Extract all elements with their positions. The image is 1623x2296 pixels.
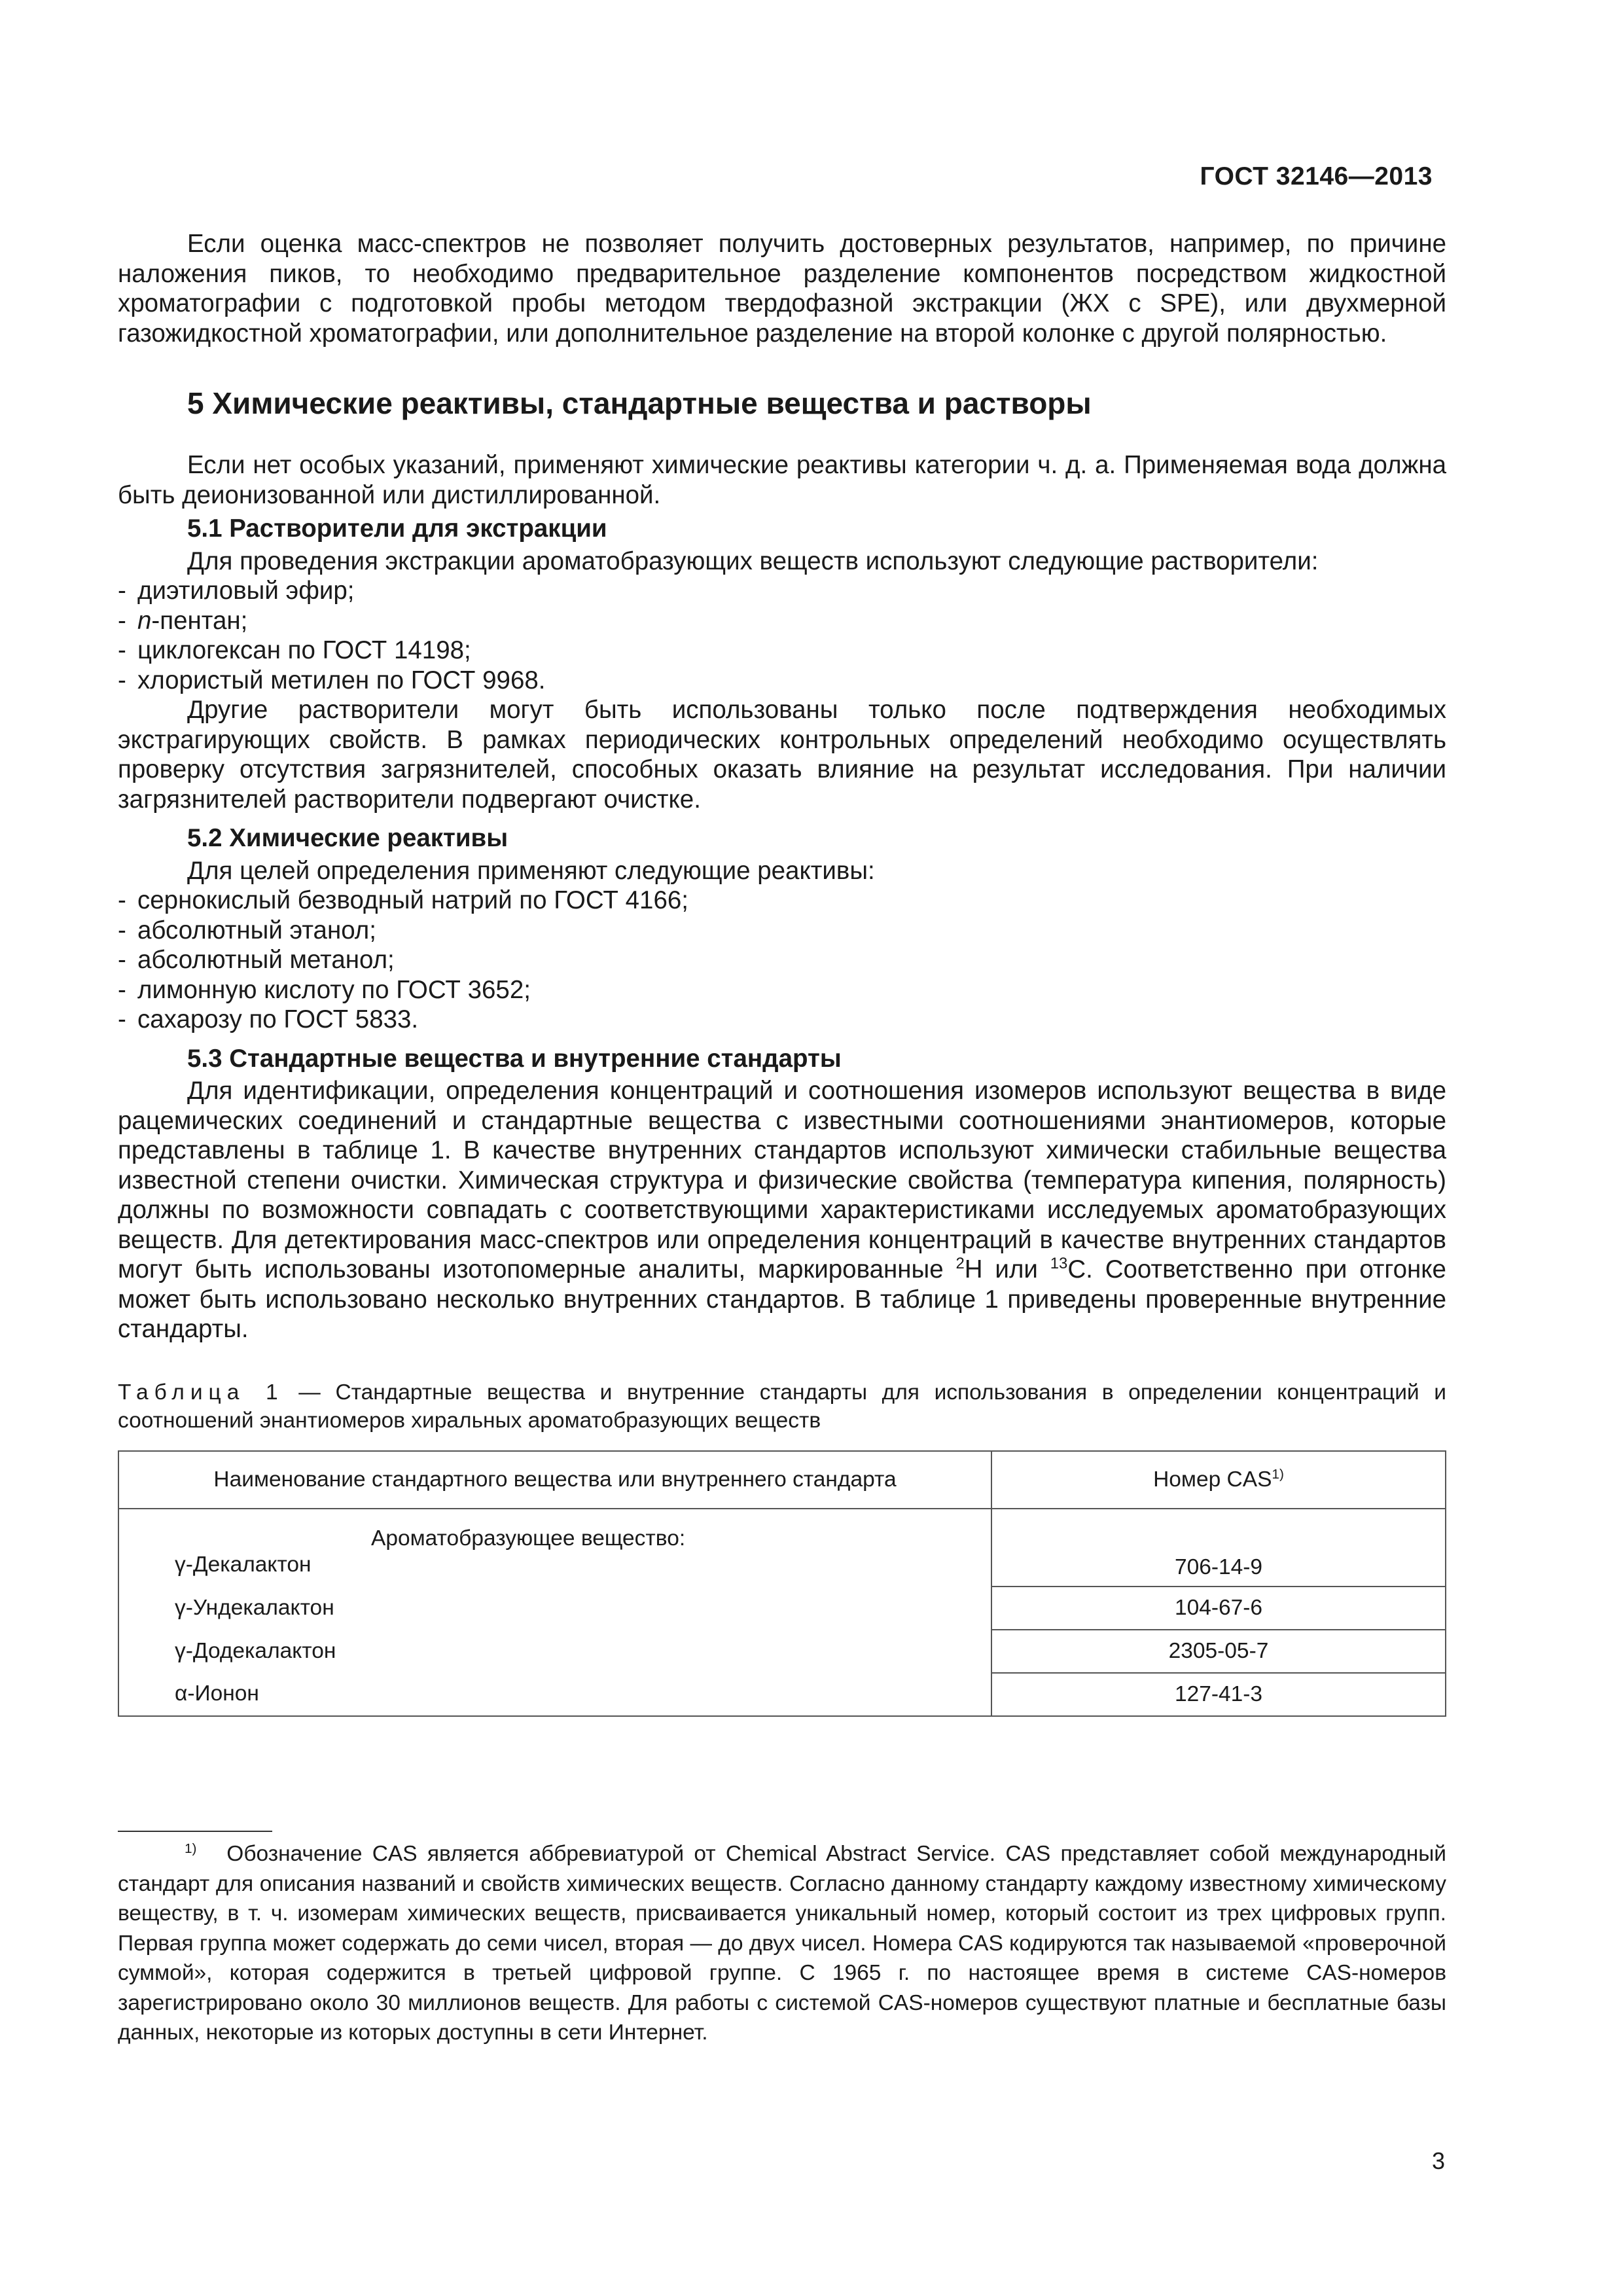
section-5-1-title: 5.1 Растворители для экстракции <box>187 514 607 543</box>
cas-number: 2305-05-7 <box>991 1630 1446 1673</box>
table-row <box>118 1587 1446 1630</box>
column-header-name: Наименование стандартного вещества или внутреннего стандарта <box>118 1451 991 1509</box>
cas-number: 127-41-3 <box>991 1673 1446 1716</box>
list-item: - диэтиловый эфир; <box>118 577 355 605</box>
substance-name: α-Ионон <box>118 1673 991 1716</box>
cas-number: 706-14-9 <box>991 1509 1446 1587</box>
list-item: - циклогексан по ГОСТ 14198; <box>118 636 471 664</box>
substance-name: γ-Додекалактон <box>118 1630 991 1673</box>
cas-number: 104-67-6 <box>991 1587 1446 1630</box>
list-item: - абсолютный метанол; <box>118 946 395 974</box>
section-5-intro: Если нет особых указаний, применяют химические реактивы категории ч. д. а. Применяемая вода должна быть деионизованной или дистиллированной. <box>118 451 1446 509</box>
group-label: Ароматобразующее вещество: <box>371 1526 686 1551</box>
page-number: 3 <box>1431 2147 1445 2174</box>
table-caption: Таблица 1 — Стандартные вещества и внутренние стандарты для использования в определении концентраций и соотношений энантиомеров хиральных ароматобразующих веществ <box>118 1380 1446 1433</box>
footnote-marker: 1) <box>185 1840 197 1856</box>
solvent-list <box>118 576 1446 695</box>
section-5-3-paragraph: Для идентификации, определения концентраций и соотношения изомеров используют вещества в виде рацемических соединений и стандартные вещества с известными соотношениями энантиомеров, которые представлены в таблице 1. В качестве внутренних стандартов используют химически стабильные вещества известной степени очистки. Химическая структура и физические свойства (температура кипения, полярность) должны по возможности совпадать с соответствующими характеристиками исследуемых ароматобразующих веществ. Для детектирования масс-спектров или определения концентраций в качестве внутренних стандартов могут быть использованы изотопомерные аналиты, маркированные $^2$H или $^{13}$C. Соответственно при отгонке может быть использовано несколько внутренних стандартов. В таблице 1 приведены проверенные внутренние стандарты. <box>118 1077 1446 1343</box>
column-header-cas: Номер CAS$^{1)}$ <box>991 1451 1446 1509</box>
list-item: - сернокислый безводный натрий по ГОСТ 4166; <box>118 886 688 914</box>
list-item: - абсолютный этанол; <box>118 916 376 944</box>
substance-name: γ-Ундекалактон <box>118 1587 991 1630</box>
table-header-row <box>118 1451 1446 1509</box>
section-5-1-after: Другие растворители могут быть использованы только после подтверждения необходимых экстрагирующих свойств. В рамках периодических контрольных определений необходимо осуществлять проверку отсутствия загрязнителей, способных оказать влияние на результат исследования. При наличии загрязнителей растворители подвергают очистке. <box>118 696 1446 814</box>
list-item: - сахарозу по ГОСТ 5833. <box>118 1005 419 1033</box>
body-column <box>118 229 1446 1717</box>
table-row <box>118 1673 1446 1716</box>
table-row <box>118 1630 1446 1673</box>
section-5-3-title: 5.3 Стандартные вещества и внутренние стандарты <box>187 1044 842 1073</box>
section-5-title: 5 Химические реактивы, стандартные вещества и растворы <box>187 386 1092 420</box>
list-item: - лимонную кислоту по ГОСТ 3652; <box>118 975 531 1004</box>
table-label: Таблица 1 <box>118 1380 284 1405</box>
reagent-list <box>118 886 1446 1035</box>
footnote-divider <box>118 1831 272 1832</box>
cas-table <box>118 1450 1446 1717</box>
italic-prefix: n <box>137 606 152 635</box>
section-5-2-title: 5.2 Химические реактивы <box>187 824 508 852</box>
list-item: - n-пентан; <box>118 606 248 635</box>
table-row <box>118 1509 1446 1587</box>
intro-paragraph: Если оценка масс-спектров не позволяет получить достоверных результатов, например, по причине наложения пиков, то необходимо предварительное разделение компонентов посредством жидкостной хроматографии с подготовкой пробы методом твердофазной экстракции (ЖХ с SPE), или двухмерной газожидкостной хроматографии, или дополнительное разделение на второй колонке с другой полярностью. <box>118 230 1446 348</box>
substance-name: γ-Декалактон <box>175 1552 312 1577</box>
section-5-1-lead: Для проведения экстракции ароматобразующих веществ используют следующие растворители: <box>187 547 1319 575</box>
list-item: - хлористый метилен по ГОСТ 9968. <box>118 666 546 694</box>
document-id: ГОСТ 32146—2013 <box>1200 162 1433 190</box>
footnote: $^{1)}$ Обозначение CAS является аббревиатурой от Chemical Abstract Service. CAS представляет собой международный стандарт для описания названий и свойств химических веществ. Согласно данному стандарту каждому известному химическому веществу, в т. ч. изомерам химических веществ, присваивается уникальный номер, который состоит из трех цифровых групп. Первая группа может содержать до семи чисел, вторая — до двух чисел. Номера CAS кодируются так называемой «проверочной суммой», которая содержится в третьей цифровой группе. С 1965 г. по настоящее время в системе CAS-номеров зарегистрировано около 30 миллионов веществ. Для работы с системой CAS-номеров существуют платные и бесплатные базы данных, некоторые из которых доступны в сети Интернет. <box>118 1840 1446 2045</box>
section-5-2-lead: Для целей определения применяют следующие реактивы: <box>187 856 875 885</box>
